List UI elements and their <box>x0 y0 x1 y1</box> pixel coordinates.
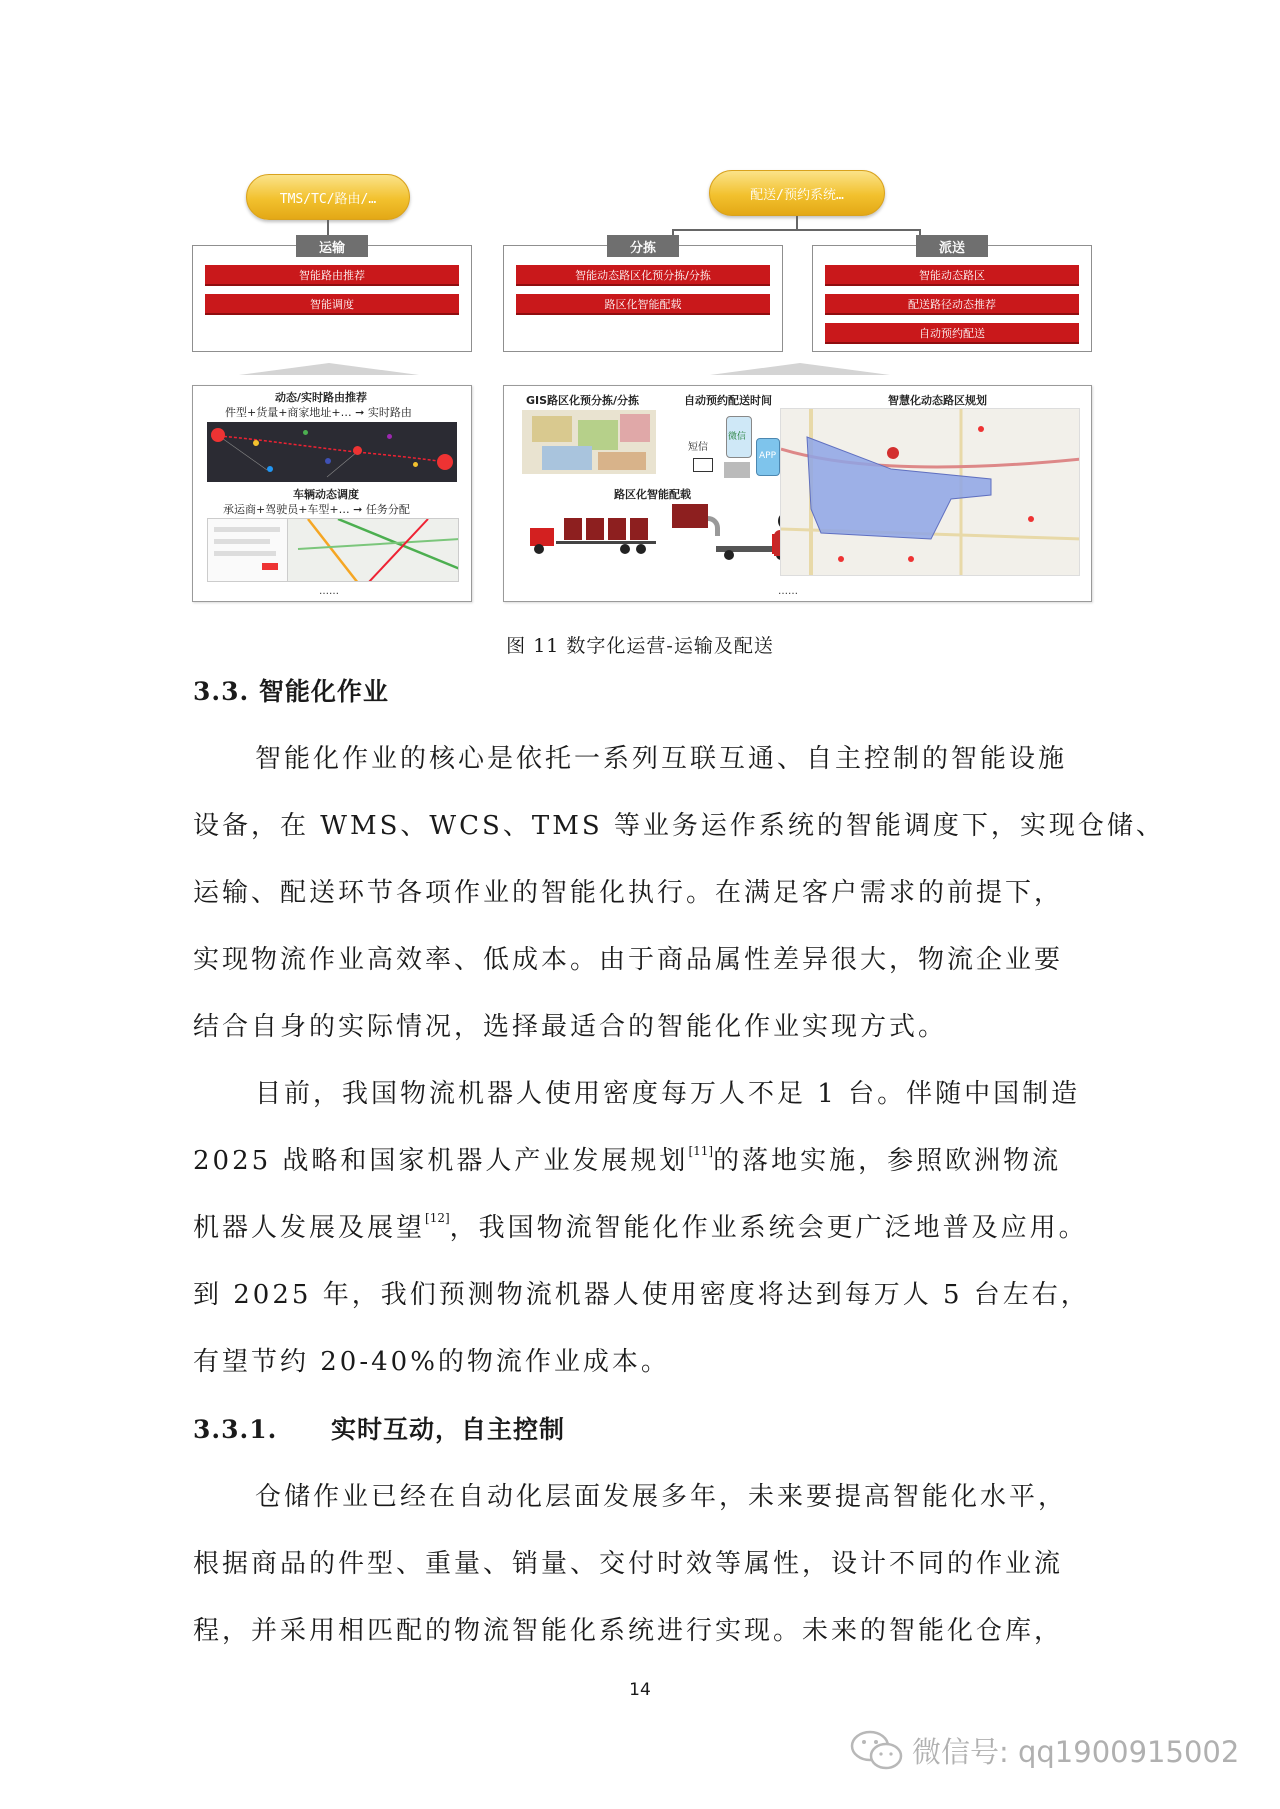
dispatch-map-image <box>207 518 459 582</box>
building-icon <box>724 462 750 478</box>
text-segment: ，我国物流智能化作业系统会更广泛地普及应用。 <box>449 1213 1088 1243</box>
paragraph-warehouse <box>193 1464 1103 1665</box>
route-map-image <box>207 422 457 482</box>
panel-title: 动态/实时路由推荐 <box>275 391 368 404</box>
red-bar: 路区化智能配载 <box>516 294 770 315</box>
system-pill-tms: TMS/TC/路由/… <box>246 174 410 220</box>
delivery-box <box>812 240 1092 352</box>
connector <box>796 216 798 230</box>
cargo <box>564 518 582 540</box>
zone-map-drawing <box>781 409 1080 576</box>
panel-ellipsis: …… <box>778 586 798 597</box>
subsection-heading <box>193 1410 565 1446</box>
sorting-box <box>503 240 783 352</box>
truck-cab <box>530 528 554 546</box>
red-bar: 智能动态路区 <box>825 265 1079 286</box>
page-number: 14 <box>629 1680 651 1700</box>
expand-triangle <box>239 363 419 375</box>
section-heading: 3.3. 智能化作业 <box>193 677 389 706</box>
wechat-icon <box>848 1728 906 1772</box>
text-line: 有望节约 20-40%的物流作业成本。 <box>193 1347 670 1377</box>
red-bar: 智能路由推荐 <box>205 265 459 286</box>
paragraph-robots <box>193 1061 1103 1396</box>
road-lines <box>208 519 459 582</box>
map-zone <box>598 452 646 470</box>
cargo <box>586 518 604 540</box>
delivery-panel <box>503 385 1092 602</box>
panel-title: 自动预约配送时间 <box>684 394 772 407</box>
wheel <box>724 550 734 560</box>
panel-title: 车辆动态调度 <box>293 488 359 501</box>
truck-icon <box>530 514 660 558</box>
panel-title: 智慧化动态路区规划 <box>888 394 987 407</box>
figure-caption: 图 11 数字化运营-运输及配送 <box>506 635 774 657</box>
city-dot <box>437 454 453 470</box>
expand-triangle <box>710 363 890 375</box>
city-dot <box>267 466 273 472</box>
text-line: 运输、配送环节各项作业的智能化执行。在满足客户需求的前提下， <box>193 878 1064 908</box>
city-dot <box>325 458 331 464</box>
wechat-icon-drawing <box>848 1728 906 1772</box>
wechat-phone-icon <box>726 416 752 458</box>
sorting-tag: 分拣 <box>607 235 679 257</box>
wheel <box>534 544 544 554</box>
routing-panel <box>192 385 472 602</box>
text-line: 目前，我国物流机器人使用密度每万人不足 1 台。伴随中国制造 <box>255 1079 1081 1109</box>
city-dot <box>211 428 225 442</box>
app-phone-icon <box>756 438 780 476</box>
cargo <box>672 504 708 528</box>
panel-title: GIS路区化预分拣/分拣 <box>526 394 640 407</box>
wheel <box>620 544 630 554</box>
reference-12[interactable]: [12] <box>425 1211 450 1225</box>
subsection-title: 实时互动，自主控制 <box>331 1415 566 1444</box>
watermark-text: 微信号: qq1900915002 <box>912 1734 1240 1769</box>
text-line: 到 2025 年，我们预测物流机器人使用密度将达到每万人 5 台左右， <box>193 1280 1090 1310</box>
transport-box <box>192 240 472 352</box>
transport-tag: 运输 <box>296 235 368 257</box>
city-dot <box>413 462 418 467</box>
text-line: 结合自身的实际情况，选择最适合的智能化作业实现方式。 <box>193 1012 948 1042</box>
red-bar: 自动预约配送 <box>825 323 1079 344</box>
app-label: APP <box>759 451 777 461</box>
city-dot <box>387 434 392 439</box>
text-segment: 2025 战略和国家机器人产业发展规划 <box>193 1146 689 1176</box>
paragraph-intro <box>193 726 1165 1061</box>
map-zone <box>542 446 592 470</box>
red-bar: 智能动态路区化预分拣/分拣 <box>516 265 770 286</box>
gis-map-image <box>522 410 656 474</box>
text-line <box>193 1195 1103 1262</box>
wheel <box>636 544 646 554</box>
text-line: 智能化作业的核心是依托一系列互联互通、自主控制的智能设施 <box>255 744 1068 774</box>
reference-11[interactable]: [11] <box>688 1144 714 1158</box>
red-bar: 智能调度 <box>205 294 459 315</box>
text-line: 仓储作业已经在自动化层面发展多年，未来要提高智能化水平， <box>255 1482 1068 1512</box>
panel-title: 路区化智能配载 <box>614 488 691 501</box>
panel-line: 承运商+驾驶员+车型+… ➞ 任务分配 <box>223 503 410 516</box>
city-dot <box>253 440 259 446</box>
map-zone <box>532 416 572 442</box>
figure-digital-operations <box>192 170 1092 610</box>
city-dot <box>303 430 308 435</box>
city-dot <box>353 446 362 455</box>
cargo <box>630 518 648 540</box>
panel-ellipsis: …… <box>319 586 339 597</box>
wechat-label: 微信 <box>728 432 747 442</box>
cargo <box>608 518 626 540</box>
text-line: 程，并采用相匹配的物流智能化系统进行实现。未来的智能化仓库， <box>193 1616 1064 1646</box>
sms-label: 短信 <box>688 442 708 453</box>
red-bar: 配送路径动态推荐 <box>825 294 1079 315</box>
text-line <box>193 1128 1103 1195</box>
text-line: 根据商品的件型、重量、销量、交付时效等属性，设计不同的作业流 <box>193 1549 1064 1579</box>
text-segment: 机器人发展及展望 <box>193 1213 426 1243</box>
subsection-number: 3.3.1. <box>193 1415 278 1444</box>
connector <box>672 229 920 231</box>
text-segment: 的落地实施，参照欧洲物流 <box>713 1146 1062 1176</box>
route-lines <box>207 422 457 482</box>
panel-line: 件型+货量+商家地址+… ➞ 实时路由 <box>225 406 412 419</box>
delivery-tag: 派送 <box>916 235 988 257</box>
text-line: 设备，在 WMS、WCS、TMS 等业务运作系统的智能调度下，实现仓储、 <box>193 811 1165 841</box>
mail-icon <box>693 458 713 472</box>
text-line: 实现物流作业高效率、低成本。由于商品属性差异很大，物流企业要 <box>193 945 1064 975</box>
zone-map-image <box>780 408 1080 576</box>
wechat-watermark <box>848 1720 1268 1780</box>
system-pill-delivery: 配送/预约系统… <box>709 170 885 216</box>
map-zone <box>620 414 650 442</box>
